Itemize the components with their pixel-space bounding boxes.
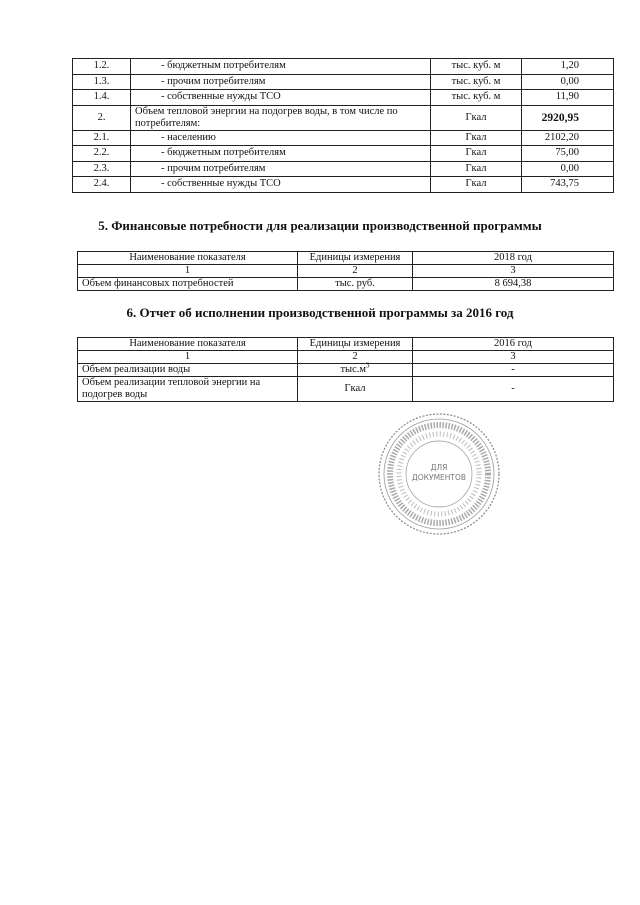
row-value: 11,90 [522,90,614,106]
unit-superscript: 3 [366,361,370,370]
stamp-text-line2: ДОКУМЕНТОВ [411,473,467,482]
program-report-table [77,337,614,402]
table-row [78,278,614,291]
row-unit: Гкал [431,130,522,146]
row-unit [298,361,413,377]
row-number: 1.2. [73,59,131,75]
row-name: - собственные нужды ТСО [131,90,431,106]
section-5-heading: 5. Финансовые потребности для реализации производственной программы [98,218,542,233]
row-value: 0,00 [522,161,614,177]
row-value: 8 694,38 [413,278,614,291]
column-header: Наименование показателя [78,252,298,265]
table-row [73,146,614,162]
row-value: - [413,364,614,377]
column-number: 3 [413,265,614,278]
table-header-row [78,252,614,265]
row-unit: Гкал [298,377,413,402]
table-header-row [78,338,614,351]
column-number-row [78,351,614,364]
column-number: 1 [78,265,298,278]
row-name: Объем реализации воды [78,364,298,377]
unit-text: тыс.м [340,364,367,375]
row-number: 2.2. [73,146,131,162]
column-header: Наименование показателя [78,338,298,351]
row-value: 2920,95 [522,105,614,130]
column-number: 3 [413,351,614,364]
row-name: - прочим потребителям [131,161,431,177]
column-number: 2 [298,351,413,364]
row-unit: тыс. куб. м [431,59,522,75]
column-header: 2018 год [413,252,614,265]
table-row [73,105,614,130]
row-value: 75,00 [522,146,614,162]
row-unit: тыс. куб. м [431,90,522,106]
column-header: Единицы измерения [298,252,413,265]
table-row [73,59,614,75]
table-row [73,130,614,146]
column-header: Единицы измерения [298,338,413,351]
row-name: Объем финансовых потребностей [78,278,298,291]
row-number: 1.3. [73,74,131,90]
table-row [73,90,614,106]
row-name: - населению [131,130,431,146]
row-value: 1,20 [522,59,614,75]
row-value: 743,75 [522,177,614,193]
column-number: 2 [298,265,413,278]
column-number-row [78,265,614,278]
official-stamp [377,412,501,536]
row-value: 0,00 [522,74,614,90]
financial-needs-table [77,251,614,291]
row-name: - собственные нужды ТСО [131,177,431,193]
row-name: - бюджетным потребителям [131,146,431,162]
water-heat-volume-table [72,58,614,193]
table-row [78,364,614,377]
row-number: 2.3. [73,161,131,177]
table-row [73,177,614,193]
row-unit: Гкал [431,105,522,130]
stamp-text-line1: ДЛЯ [430,463,448,472]
row-unit: Гкал [431,161,522,177]
row-name: Объем тепловой энергии на подогрев воды, в том числе по потребителям: [131,105,431,130]
row-number: 1.4. [73,90,131,106]
row-value: 2102,20 [522,130,614,146]
column-header: 2016 год [413,338,614,351]
table-row [78,377,614,402]
row-unit: тыс. куб. м [431,74,522,90]
section-6-heading: 6. Отчет об исполнении производственной программы за 2016 год [126,305,514,320]
row-value: - [413,377,614,402]
row-number: 2. [73,105,131,130]
table-row [73,161,614,177]
row-unit: Гкал [431,177,522,193]
table-row [73,74,614,90]
column-number: 1 [78,351,298,364]
row-unit: тыс. руб. [298,278,413,291]
row-unit: Гкал [431,146,522,162]
row-name: - бюджетным потребителям [131,59,431,75]
row-name: Объем реализации тепловой энергии на подогрев воды [78,377,298,402]
row-number: 2.4. [73,177,131,193]
row-name: - прочим потребителям [131,74,431,90]
row-number: 2.1. [73,130,131,146]
